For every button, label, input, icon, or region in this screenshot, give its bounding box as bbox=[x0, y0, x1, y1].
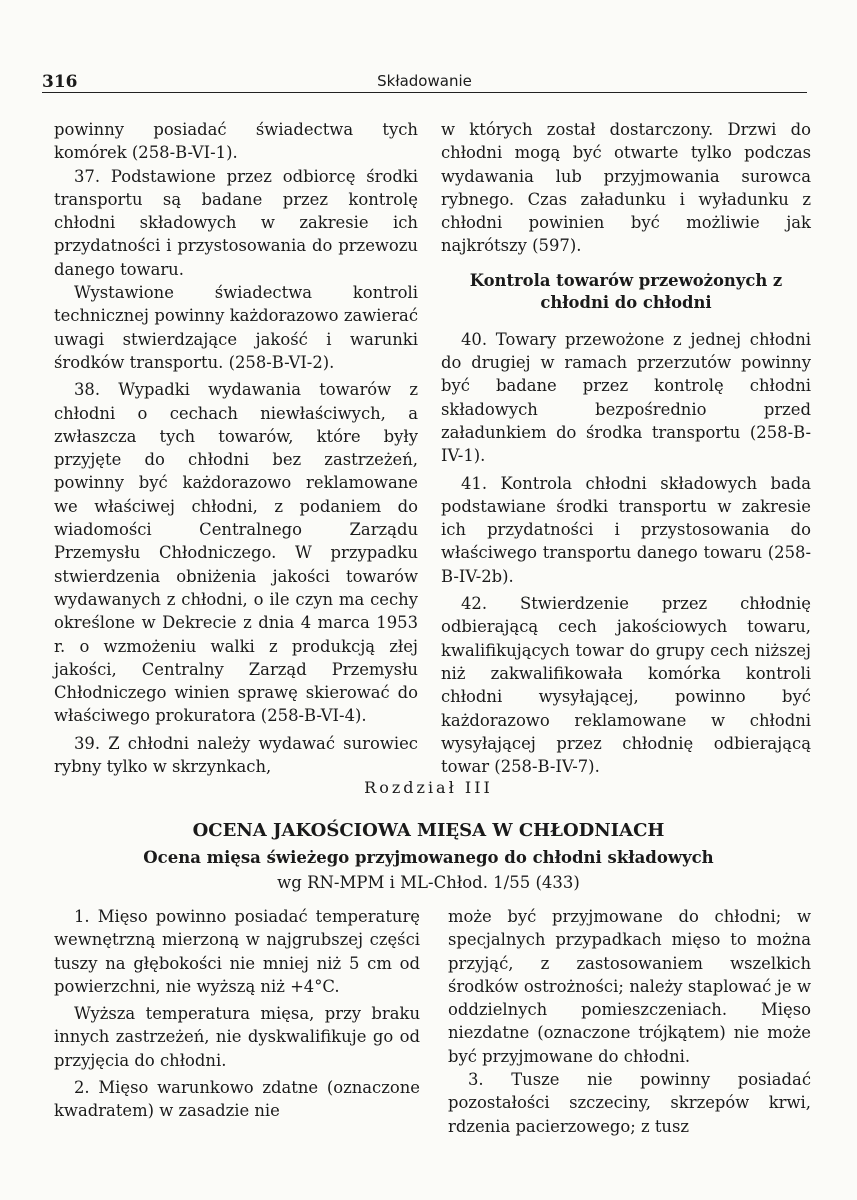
paragraph: powinny posiadać świadectwa tych komórek (258-B-VI-1). bbox=[54, 120, 418, 163]
paragraph: może być przyjmowane do chłodni; w specjalnych przypadkach mięso to można przyjąć, z zastosowaniem wszelkich środków ostrożności; należy staplować je w oddzielnych pomieszczeniach. Mięso niezdatne (oznaczone trójkątem) nie może być przyjmowane do chłodni. bbox=[448, 907, 811, 1066]
page-number: 316 bbox=[42, 72, 78, 92]
left-column-bottom bbox=[54, 905, 420, 1123]
paragraph-38: 38. Wypadki wydawania towarów z chłodni o cechach niewłaściwych, a zwłaszcza tych towarów, które były przyjęte do chłodni bez zastrzeżeń, powinny być każdorazowo reklamowane we właściwej chłodni, z podaniem do wiadomości Centralnego Zarządu Przemysłu Chłodniczego. W przypadku stwierdzenia obniżenia jakości towarów wydawanych z chłodni, o ile czyn ma cechy określone w Dekrecie z dnia 4 marca 1953 r. o wzmożeniu walki z produkcją złej jakości, Centralny Zarząd Przemysłu Chłodniczego winien sprawę skierować do właściwego prokuratora (258-B-VI-4). bbox=[54, 380, 418, 726]
paragraph-3: 3. Tusze nie powinny posiadać pozostałości szczeciny, skrzepów krwi, rdzenia pacierzowego; z tusz bbox=[448, 1070, 811, 1136]
paragraph-40: 40. Towary przewożone z jednej chłodni do drugiej w ramach przerzutów powinny być badane przez kontrolę chłodni składowych bezpośrednio przed załadunkiem do środka transportu (258-B-IV-1). bbox=[441, 329, 811, 466]
paragraph-2: 2. Mięso warunkowo zdatne (oznaczone kwadratem) w zasadzie nie bbox=[54, 1078, 420, 1121]
paragraph: Wystawione świadectwa kontroli technicznej powinny każdorazowo zawierać uwagi stwierdzające jakość i warunki środków transportu. (258-B-VI-2). bbox=[54, 283, 418, 372]
paragraph-37: 37. Podstawione przez odbiorcę środki transportu są badane przez kontrolę chłodni składowych w zakresie ich przydatności i przystosowania do przewozu danego towaru. bbox=[54, 166, 418, 279]
paragraph: Wyższa temperatura mięsa, przy braku innych zastrzeżeń, nie dyskwalifikuje go od przyjęcia do chłodni. bbox=[54, 1004, 420, 1070]
chapter-label: Rozdział III bbox=[364, 778, 493, 797]
right-column-bottom bbox=[448, 905, 811, 1138]
paragraph-39: 39. Z chłodni należy wydawać surowiec rybny tylko w skrzynkach, bbox=[54, 733, 418, 777]
chapter-subtitle: Ocena mięsa świeżego przyjmowanego do chłodni składowych bbox=[143, 848, 714, 867]
chapter-title: OCENA JAKOŚCIOWA MIĘSA W CHŁODNIACH bbox=[192, 820, 665, 841]
page-header bbox=[42, 66, 807, 93]
chapter-norm-reference: wg RN-MPM i ML-Chłod. 1/55 (433) bbox=[277, 873, 580, 892]
left-column-top bbox=[54, 118, 418, 778]
paragraph-42: 42. Stwierdzenie przez chłodnię odbierającą cech jakościowych towaru, kwalifikujących towar do grupy cech niższej niż zakwalifikowała komórka kontroli chłodni wysyłającej, powinno być każdorazowo reklamowane w chłodni wysyłającej przez chłodnię odbierającą towar (258-B-IV-7). bbox=[441, 594, 811, 777]
paragraph-1: 1. Mięso powinno posiadać temperaturę wewnętrzną mierzoną w najgrubszej części tuszy na głębokości nie mniej niż 5 cm od powierzchni, nie wyższą niż +4°C. bbox=[54, 907, 420, 996]
paragraph-41: 41. Kontrola chłodni składowych bada podstawiane środki transportu w zakresie ich przydatności i przystosowania do właściwego transportu danego towaru (258-B-IV-2b). bbox=[441, 473, 811, 586]
section-heading: Kontrola towarów przewożonych z chłodni do chłodni bbox=[469, 270, 783, 312]
running-title: Składowanie bbox=[377, 72, 472, 90]
right-column-top bbox=[441, 118, 811, 778]
paragraph: w których został dostarczony. Drzwi do chłodni mogą być otwarte tylko podczas wydawania lub przyjmowania surowca rybnego. Czas załadunku i wyładunku z chłodni powinien być możliwie jak najkrótszy (597). bbox=[441, 120, 811, 256]
